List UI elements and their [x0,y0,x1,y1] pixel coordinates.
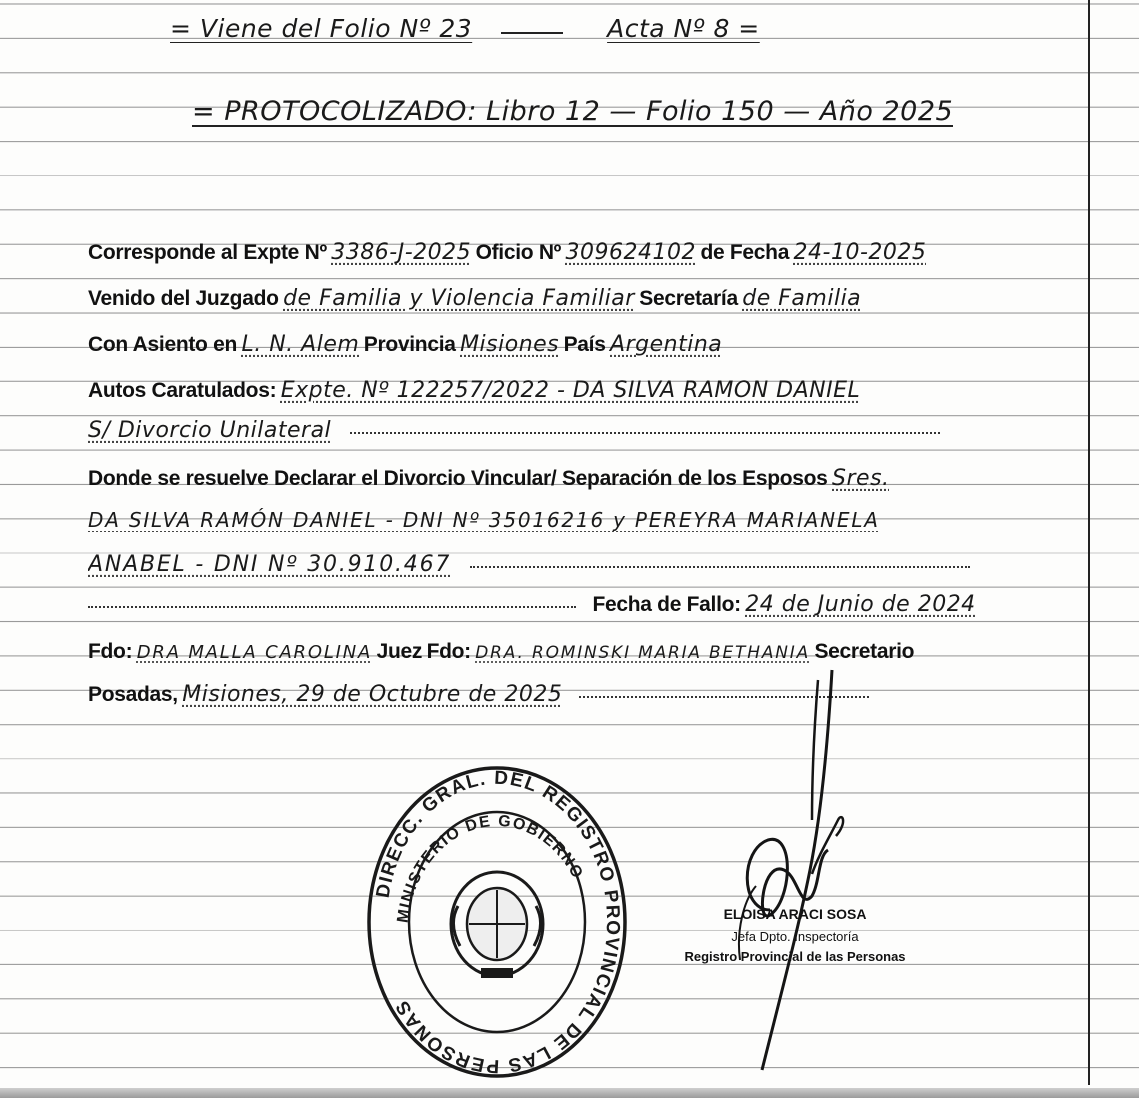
header-row-1 [170,14,760,43]
venido-value: de Familia y Violencia Familiar [283,286,635,311]
signatory-name: ELOISA ARACI SOSA [723,906,867,922]
expte-value: 3386-J-2025 [331,240,472,265]
secretaria-value: de Familia [742,286,862,311]
autos-continuation-row [88,418,1083,443]
fdo-row [88,640,1088,664]
stamp-inner-text: MINISTERIO DE GOBIERNO [394,812,587,924]
parties-row-1 [88,508,1088,532]
fallo-value: 24 de Junio de 2024 [745,592,976,617]
secretaria-label: Secretaría [639,287,738,310]
asiento-row [88,332,1083,357]
fdo-secretary-value: DRA. ROMINSKI MARIA BETHANIA [475,643,811,663]
autos-label: Autos Caratulados: [88,379,277,402]
header-row-2 [192,96,953,127]
autos-row [88,378,1083,403]
pais-label: País [563,333,606,356]
dotted-fill [470,565,970,568]
parties-text-1: DA SILVA RAMÓN DANIEL - DNI Nº 35016216 y PEREYRA MARIANELA [88,508,880,532]
oficio-value: 309624102 [565,240,696,265]
dotted-fill [88,605,576,608]
signatory-role: Jefa Dpto. Inspectoría [731,929,859,944]
venido-label: Venido del Juzgado [88,287,279,310]
autos-value-2: S/ Divorcio Unilateral [88,418,332,443]
posadas-value: Misiones, 29 de Octubre de 2025 [182,682,563,707]
oficio-label: Oficio Nº [475,241,562,264]
autos-value-1: Expte. Nº 122257/2022 - DA SILVA RAMON DANIEL [280,378,861,403]
asiento-label: Con Asiento en [88,333,238,356]
page-bottom-edge [0,1088,1139,1098]
viene-del-folio-text: = Viene del Folio Nº 23 [170,14,473,43]
fallo-label: Fecha de Fallo: [592,593,741,616]
juzgado-row [88,286,1083,311]
donde-row [88,466,1083,491]
fdo-label: Fdo: [88,640,133,663]
provincia-value: Misiones [460,332,560,357]
fallo-row [88,592,1083,617]
stamp-outer-text: DIRECC. GRAL. DEL REGISTRO PROVINCIAL DE LAS PERSONAS [372,767,624,1077]
signatory-organization: Registro Provincial de las Personas [684,949,906,964]
pais-value: Argentina [610,332,723,357]
parties-text-2: ANABEL - DNI Nº 30.910.467 [88,552,452,577]
coat-of-arms-icon [451,872,543,978]
expte-label: Corresponde al Expte Nº [88,241,327,264]
posadas-label: Posadas, [88,683,178,706]
secretario-label: Secretario [814,640,915,663]
fdo-judge-value: DRA MALLA CAROLINA [136,642,373,663]
header-dash [501,32,563,34]
official-stamp [366,766,628,1078]
donde-label: Donde se resuelve Declarar el Divorcio Vincular/ Separación de los Esposos [88,467,828,490]
posadas-row [88,682,1083,707]
handwritten-signature [700,660,880,1080]
dotted-fill [350,431,940,434]
fecha-value: 24-10-2025 [793,240,927,265]
parties-row-2 [88,552,1083,577]
asiento-value: L. N. Alem [241,332,360,357]
fdo2-label: Fdo: [426,640,471,663]
donde-value: Sres. [832,466,890,491]
provincia-label: Provincia [363,333,456,356]
page-right-border [1088,0,1090,1085]
protocolizado-text: = PROTOCOLIZADO: Libro 12 — Folio 150 — Año 2025 [192,96,954,127]
fecha-label: de Fecha [700,241,790,264]
expte-row [88,240,1083,265]
acta-text: Acta Nº 8 = [607,14,760,43]
juez-label: Juez [376,640,423,663]
